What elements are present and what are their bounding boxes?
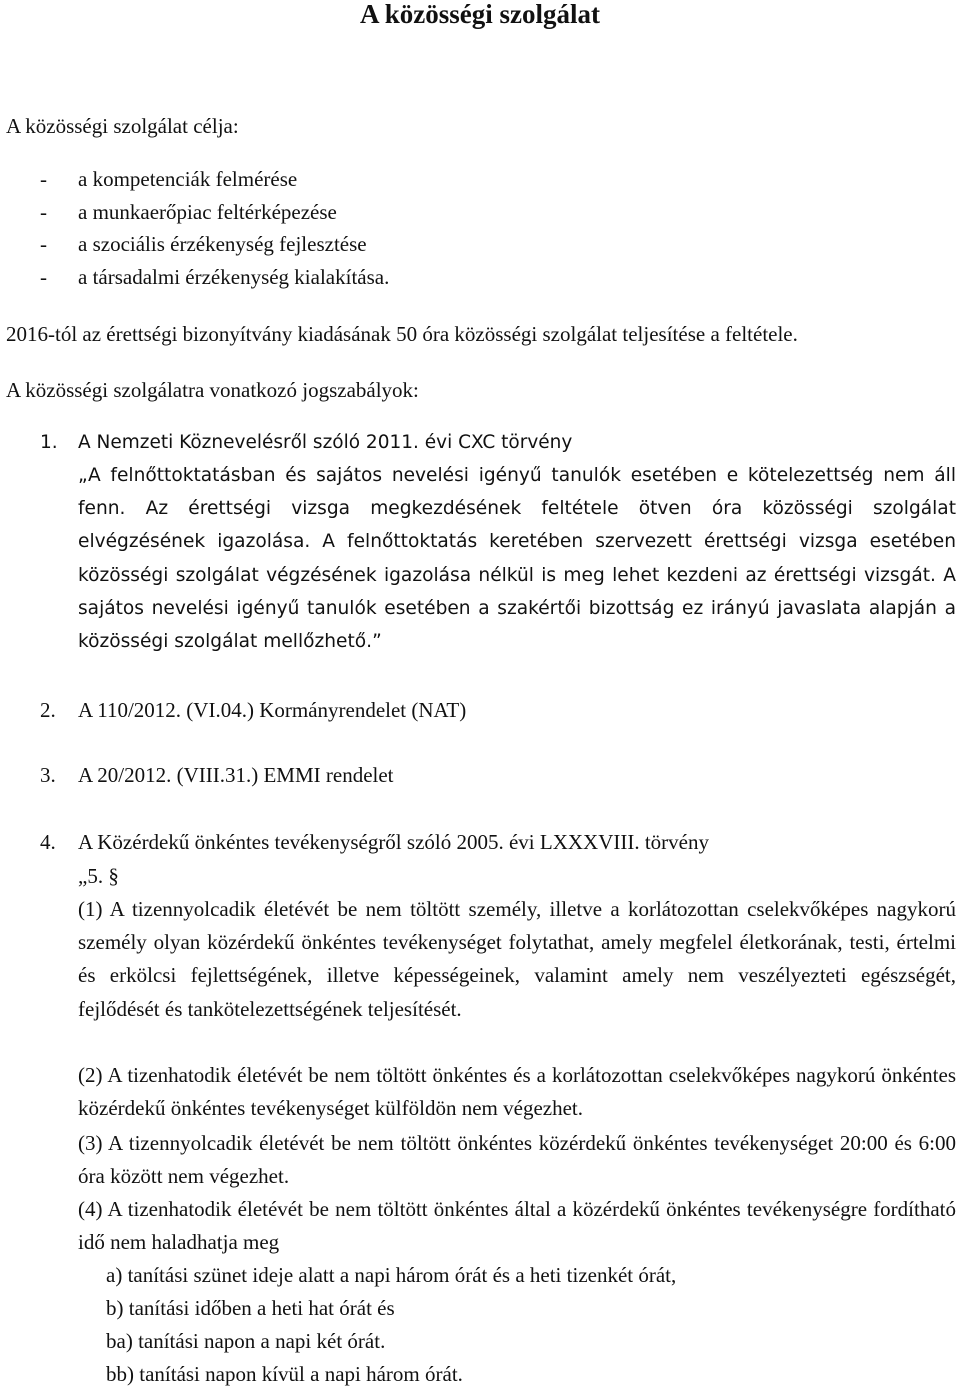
law-4-paragraph-4: (4) A tizenhatodik életévét be nem töltött önkéntes által a közérdekű önkéntes tevékenységre fordítható idő nem haladhatja meg bbox=[78, 1197, 956, 1255]
law-2-title: 2. A 110/2012. (VI.04.) Kormányrendelet (NAT) bbox=[40, 698, 467, 722]
list-item: - a munkaerőpiac feltérképezése bbox=[40, 199, 337, 224]
page-title: A közösségi szolgálat bbox=[360, 0, 600, 29]
laws-heading: A közösségi szolgálatra vonatkozó jogszabályok: bbox=[6, 378, 419, 402]
list-item: bb) tanítási napon kívül a napi három órát. bbox=[106, 1362, 463, 1386]
law-1-title: 1. A Nemzeti Köznevelésről szóló 2011. évi CXC törvény bbox=[40, 432, 573, 453]
list-item: ba) tanítási napon a napi két órát. bbox=[106, 1329, 386, 1353]
law-1-quote: „A felnőttoktatásban és sajátos nevelési igényű tanulók esetében e kötelezettség nem áll fenn. Az érettségi vizsga megkezdésének feltétele ötven óra közösségi szolgálat elvégzésének igazolása. A felnőttoktatás keretében szervezett érettségi vizsga esetében közösségi szolgálat végzésének igazolása nélkül is meg lehet kezdeni az érettségi vizsgát. A sajátos nevelési igényű tanulók esetében a szakértői bizottság ez irányú javaslata alapján a közösségi szolgálat mellőzhető.” bbox=[78, 465, 956, 653]
list-item: a) tanítási szünet ideje alatt a napi három órát és a heti tizenkét órát, bbox=[106, 1263, 677, 1287]
aim-heading: A közösségi szolgálat célja: bbox=[6, 114, 239, 138]
aim-list bbox=[40, 163, 389, 293]
law-4-paragraph-3: (3) A tizennyolcadik életévét be nem töltött önkéntes közérdekű önkéntes tevékenységet 20:00 és 6:00 óra között nem végezhet. bbox=[78, 1131, 956, 1189]
list-item: - a szociális érzékenység fejlesztése bbox=[40, 232, 367, 256]
law-4-title: 4. A Közérdekű önkéntes tevékenységről szóló 2005. évi LXXXVIII. törvény bbox=[40, 830, 709, 854]
requirement-text: 2016-tól az érettségi bizonyítvány kiadásának 50 óra közösségi szolgálat teljesítése a feltétele. bbox=[6, 322, 798, 346]
law-3-title: 3. A 20/2012. (VIII.31.) EMMI rendelet bbox=[40, 763, 394, 787]
list-item: - a kompetenciák felmérése bbox=[40, 167, 298, 191]
list-item: - a társadalmi érzékenység kialakítása. bbox=[40, 264, 390, 289]
law-4-paragraph-2: (2) A tizenhatodik életévét be nem töltött önkéntes és a korlátozottan cselekvőképes nagykorú önkéntes közérdekű önkéntes tevékenységet külföldön nem végezhet. bbox=[78, 1063, 956, 1121]
law-4-section: „5. § bbox=[78, 864, 119, 888]
law-4-paragraph-1: (1) A tizennyolcadik életévét be nem töltött személy, illetve a korlátozottan cselekvőképes nagykorú személy olyan közérdekű önkéntes tevékenységet folytathat, amely megfelel életkorának, testi, értelmi és erkölcsi fejlettségének, illetve képességeinek, valamint amely nem veszélyezteti egészségét, fejlődését és tankötelezettségének teljesítését. bbox=[78, 897, 956, 1021]
list-item: b) tanítási időben a heti hat órát és bbox=[106, 1296, 395, 1320]
